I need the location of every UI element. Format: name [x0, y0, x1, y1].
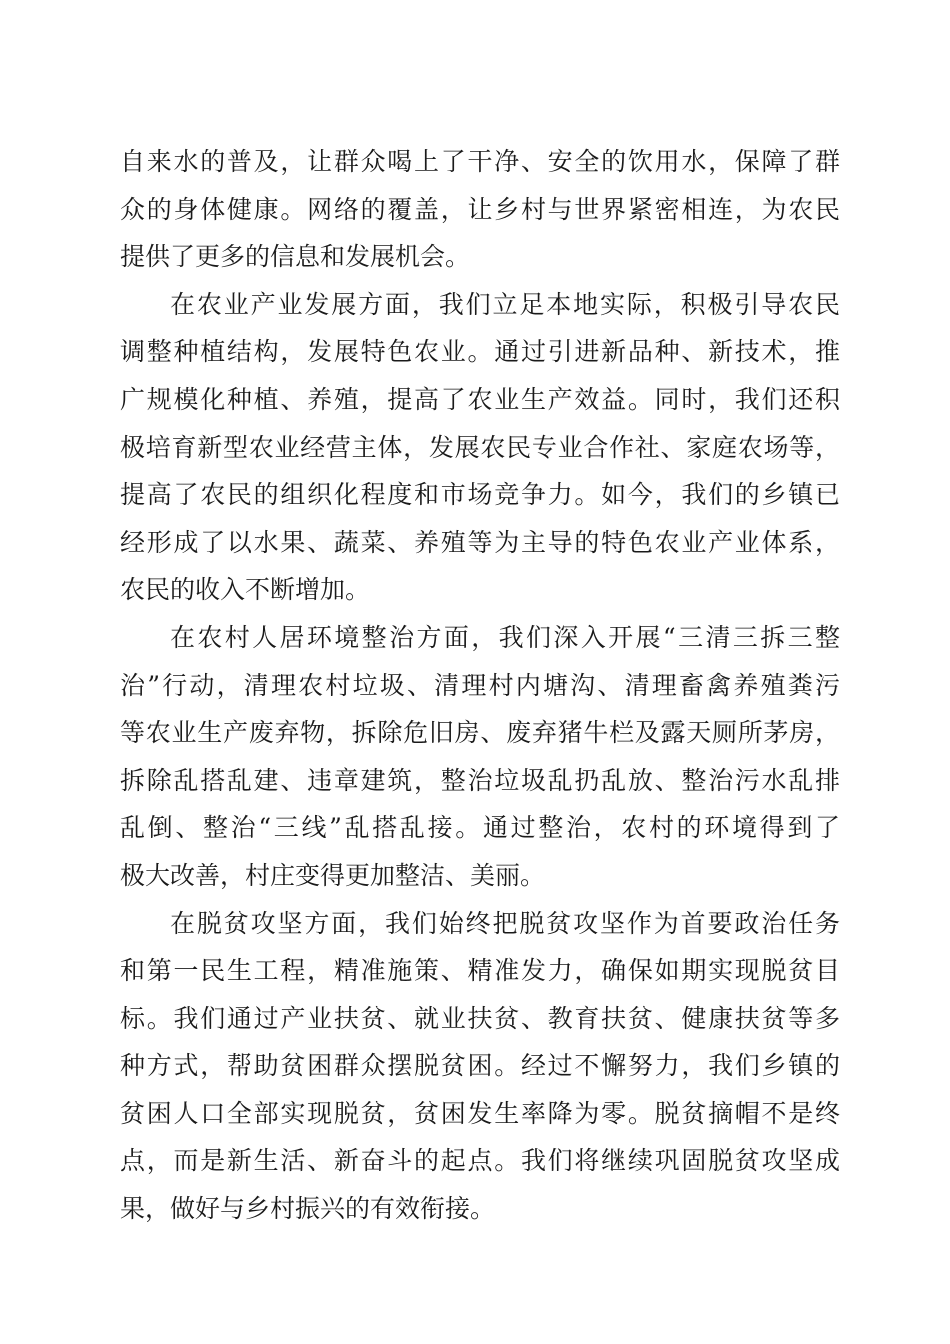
paragraph: [120, 900, 840, 1233]
paragraph-line: 种方式，帮助贫困群众摆脱贫困。经过不懈努力，我们乡镇的: [120, 1051, 840, 1081]
paragraph-line: 提供了更多的信息和发展机会。: [120, 242, 471, 272]
paragraph-line: 乱倒、整治“三线”乱搭乱接。通过整治，农村的环境得到了: [120, 813, 840, 843]
paragraph-line: 提高了农民的组织化程度和市场竞争力。如今，我们的乡镇已: [120, 480, 840, 510]
paragraph-line: 经形成了以水果、蔬菜、养殖等为主导的特色农业产业体系，: [120, 527, 840, 557]
paragraph-line: 在农业产业发展方面，我们立足本地实际，积极引导农民: [170, 289, 840, 319]
paragraph-line: 在农村人居环境整治方面，我们深入开展“三清三拆三整: [170, 622, 840, 652]
paragraph-line: 调整种植结构，发展特色农业。通过引进新品种、新技术，推: [120, 337, 840, 367]
paragraph-line: 自来水的普及，让群众喝上了干净、安全的饮用水，保障了群: [120, 147, 840, 176]
paragraph-line: 等农业生产废弃物，拆除危旧房、废弃猪牛栏及露天厕所茅房，: [120, 718, 840, 748]
paragraph-line: 标。我们通过产业扶贫、就业扶贫、教育扶贫、健康扶贫等多: [120, 1003, 840, 1033]
paragraph: [120, 138, 840, 281]
paragraph-line: 拆除乱搭乱建、违章建筑，整治垃圾乱扔乱放、整治污水乱排: [120, 765, 840, 795]
paragraph-line: 点，而是新生活、新奋斗的起点。我们将继续巩固脱贫攻坚成: [120, 1146, 840, 1176]
paragraph-line: 众的身体健康。网络的覆盖，让乡村与世界紧密相连，为农民: [120, 194, 840, 224]
paragraph-line: 广规模化种植、养殖，提高了农业生产效益。同时，我们还积: [120, 384, 840, 414]
paragraph-line: 果，做好与乡村振兴的有效衔接。: [120, 1194, 496, 1224]
paragraph: [120, 281, 840, 614]
paragraph-line: 在脱贫攻坚方面，我们始终把脱贫攻坚作为首要政治任务: [170, 908, 840, 938]
document-body: [120, 138, 840, 1233]
paragraph: [120, 614, 840, 900]
paragraph-line: 和第一民生工程，精准施策、精准发力，确保如期实现脱贫目: [120, 956, 840, 986]
paragraph-line: 极大改善，村庄变得更加整洁、美丽。: [120, 860, 546, 890]
paragraph-line: 农民的收入不断增加。: [120, 575, 371, 605]
paragraph-line: 贫困人口全部实现脱贫，贫困发生率降为零。脱贫摘帽不是终: [120, 1098, 840, 1128]
paragraph-line: 极培育新型农业经营主体，发展农民专业合作社、家庭农场等，: [120, 432, 840, 462]
paragraph-line: 治”行动，清理农村垃圾、清理村内塘沟、清理畜禽养殖粪污: [120, 670, 840, 700]
